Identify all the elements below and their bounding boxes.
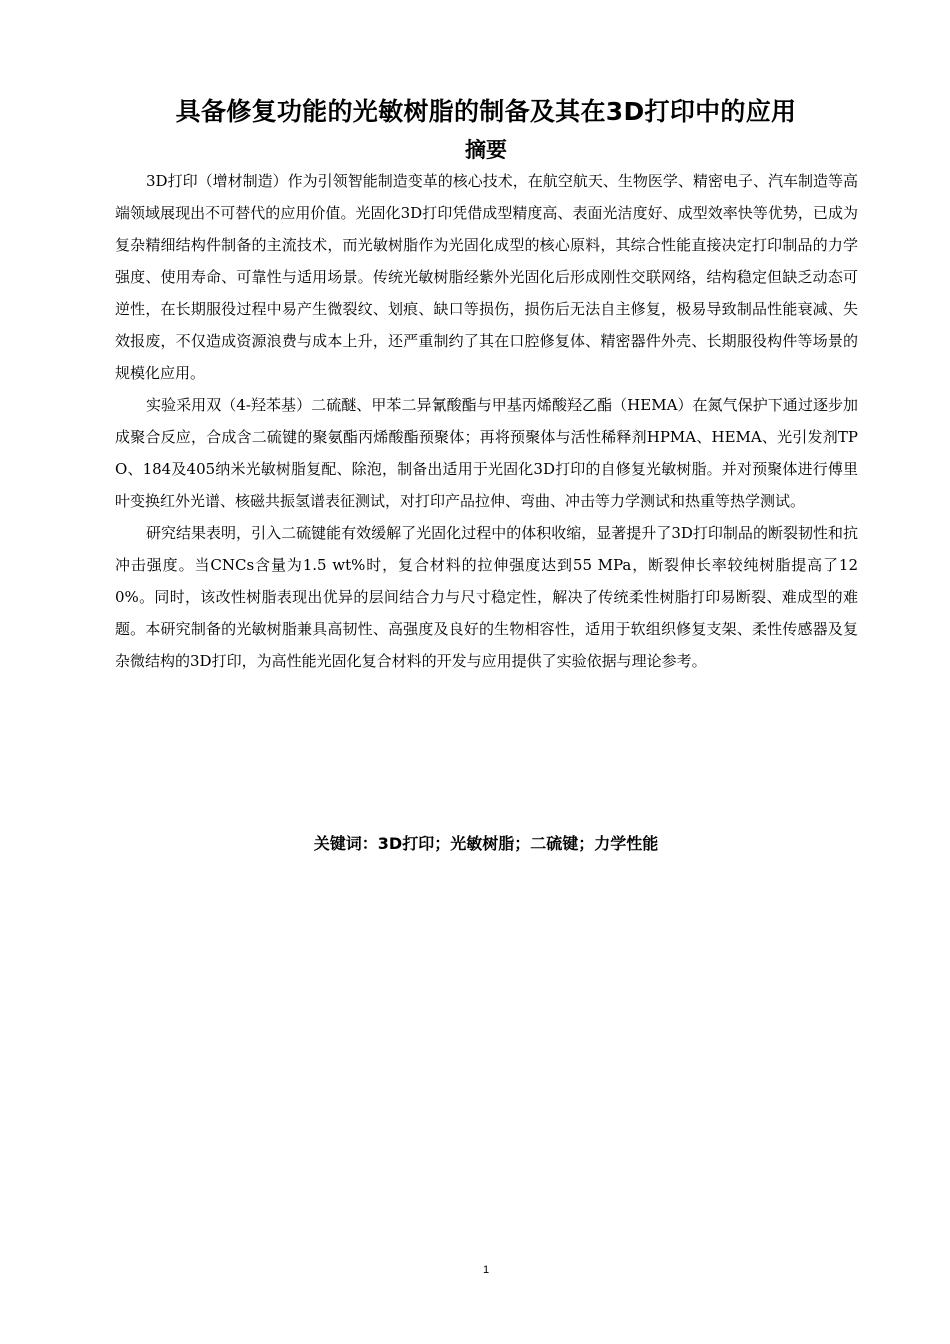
abstract-body [115, 165, 858, 677]
abstract-paragraph-3: 研究结果表明，引入二硫键能有效缓解了光固化过程中的体积收缩，显著提升了3D打印制品的断裂韧性和抗冲击强度。当CNCs含量为1.5 wt%时，复合材料的拉伸强度达到55 MPa，断裂伸长率较纯树脂提高了120%。同时，该改性树脂表现出优异的层间结合力与尺寸稳定性，解决了传统柔性树脂打印易断裂、难成型的难题。本研究制备的光敏树脂兼具高韧性、高强度及良好的生物相容性，适用于软组织修复支架、柔性传感器及复杂微结构的3D打印，为高性能光固化复合材料的开发与应用提供了实验依据与理论参考。 [115, 524, 858, 670]
abstract-paragraph-1: 3D打印（增材制造）作为引领智能制造变革的核心技术，在航空航天、生物医学、精密电子、汽车制造等高端领域展现出不可替代的应用价值。光固化3D打印凭借成型精度高、表面光洁度好、成型效率快等优势，已成为复杂精细结构件制备的主流技术，而光敏树脂作为光固化成型的核心原料，其综合性能直接决定打印制品的力学强度、使用寿命、可靠性与适用场景。传统光敏树脂经紫外光固化后形成刚性交联网络，结构稳定但缺乏动态可逆性，在长期服役过程中易产生微裂纹、划痕、缺口等损伤，损伤后无法自主修复，极易导致制品性能衰减、失效报废，不仅造成资源浪费与成本上升，还严重制约了其在口腔修复体、精密器件外壳、长期服役构件等场景的规模化应用。 [115, 172, 858, 382]
abstract-paragraph-2: 实验采用双（4-羟苯基）二硫醚、甲苯二异氰酸酯与甲基丙烯酸羟乙酯（HEMA）在氮气保护下通过逐步加成聚合反应，合成含二硫键的聚氨酯丙烯酸酯预聚体；再将预聚体与活性稀释剂HPMA、HEMA、光引发剂TPO、184及405纳米光敏树脂复配、除泡，制备出适用于光固化3D打印的自修复光敏树脂。并对预聚体进行傅里叶变换红外光谱、核磁共振氢谱表征测试，对打印产品拉伸、弯曲、冲击等力学测试和热重等热学测试。 [115, 396, 858, 510]
paper-title: 具备修复功能的光敏树脂的制备及其在3D打印中的应用 [175, 97, 797, 126]
abstract-heading: 摘要 [465, 138, 507, 162]
page-number: 1 [482, 1264, 490, 1276]
keywords-line: 关键词：3D打印；光敏树脂；二硫键；力学性能 [313, 834, 659, 853]
